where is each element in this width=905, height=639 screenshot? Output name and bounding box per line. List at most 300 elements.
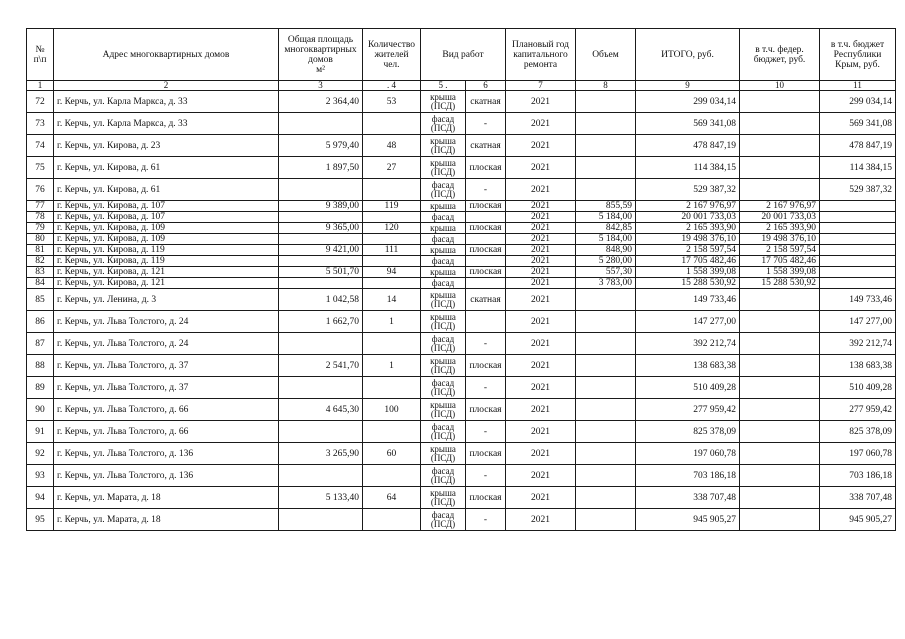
table-row (27, 179, 896, 201)
crimea-budget-cell (820, 245, 896, 256)
address-cell: г. Керчь, ул. Кирова, д. 61 (54, 179, 279, 201)
address-cell: г. Керчь, ул. Льва Толстого, д. 24 (54, 333, 279, 355)
crimea-budget-cell (820, 223, 896, 234)
roof-type-cell: - (466, 377, 506, 399)
volume-cell: 842,85 (576, 223, 636, 234)
area-cell (279, 113, 363, 135)
plan-year-cell: 2021 (506, 245, 576, 256)
volume-cell (576, 355, 636, 377)
plan-year-cell: 2021 (506, 355, 576, 377)
column-number: 11 (820, 81, 896, 91)
crimea-budget-cell: 277 959,42 (820, 399, 896, 421)
row-number: 76 (27, 179, 54, 201)
federal-budget-cell (740, 157, 820, 179)
plan-year-cell: 2021 (506, 278, 576, 289)
area-cell: 9 389,00 (279, 201, 363, 212)
volume-cell: 5 184,00 (576, 234, 636, 245)
crimea-budget-cell: 478 847,19 (820, 135, 896, 157)
header-plan-year: Плановый год капитального ремонта (506, 29, 576, 81)
total-cell: 147 277,00 (636, 311, 740, 333)
row-number: 84 (27, 278, 54, 289)
residents-cell (363, 179, 421, 201)
plan-year-cell: 2021 (506, 256, 576, 267)
header-address: Адрес многоквартирных домов (54, 29, 279, 81)
federal-budget-cell (740, 487, 820, 509)
total-cell: 2 158 597,54 (636, 245, 740, 256)
residents-cell (363, 509, 421, 531)
plan-year-cell: 2021 (506, 509, 576, 531)
total-cell: 825 378,09 (636, 421, 740, 443)
work-type-cell: фасад (ПСД) (421, 509, 466, 531)
residents-cell (363, 278, 421, 289)
total-cell: 197 060,78 (636, 443, 740, 465)
row-number: 85 (27, 289, 54, 311)
address-cell: г. Керчь, ул. Карла Маркса, д. 33 (54, 91, 279, 113)
header-volume: Объем (576, 29, 636, 81)
plan-year-cell: 2021 (506, 157, 576, 179)
roof-type-cell (466, 311, 506, 333)
federal-budget-cell: 2 158 597,54 (740, 245, 820, 256)
work-type-cell: фасад (421, 256, 466, 267)
residents-cell (363, 256, 421, 267)
work-type-cell: крыша (ПСД) (421, 311, 466, 333)
plan-year-cell: 2021 (506, 377, 576, 399)
volume-cell: 3 783,00 (576, 278, 636, 289)
work-type-cell: крыша (421, 201, 466, 212)
total-cell: 2 167 976,97 (636, 201, 740, 212)
row-number: 73 (27, 113, 54, 135)
plan-year-cell: 2021 (506, 399, 576, 421)
row-number: 86 (27, 311, 54, 333)
table-row (27, 333, 896, 355)
total-cell: 15 288 530,92 (636, 278, 740, 289)
area-cell: 9 365,00 (279, 223, 363, 234)
total-cell: 703 186,18 (636, 465, 740, 487)
table-row (27, 256, 896, 267)
work-type-cell: крыша (ПСД) (421, 443, 466, 465)
table-row (27, 278, 896, 289)
plan-year-cell: 2021 (506, 91, 576, 113)
address-cell: г. Керчь, ул. Марата, д. 18 (54, 509, 279, 531)
work-type-cell: фасад (ПСД) (421, 179, 466, 201)
roof-type-cell: плоская (466, 245, 506, 256)
roof-type-cell: плоская (466, 201, 506, 212)
address-cell: г. Керчь, ул. Льва Толстого, д. 24 (54, 311, 279, 333)
crimea-budget-cell: 338 707,48 (820, 487, 896, 509)
table-row (27, 113, 896, 135)
federal-budget-cell (740, 135, 820, 157)
residents-cell: 53 (363, 91, 421, 113)
column-number: 9 (636, 81, 740, 91)
table-row (27, 234, 896, 245)
plan-year-cell: 2021 (506, 311, 576, 333)
header-residents-label: Количество жителей (367, 39, 416, 60)
volume-cell: 557,30 (576, 267, 636, 278)
column-number-row (27, 81, 896, 91)
area-cell (279, 256, 363, 267)
crimea-budget-cell: 529 387,32 (820, 179, 896, 201)
residents-cell: 1 (363, 355, 421, 377)
roof-type-cell: плоская (466, 267, 506, 278)
area-cell (279, 333, 363, 355)
total-cell: 20 001 733,03 (636, 212, 740, 223)
column-number: 2 (54, 81, 279, 91)
row-number: 82 (27, 256, 54, 267)
total-cell: 569 341,08 (636, 113, 740, 135)
volume-cell (576, 289, 636, 311)
total-cell: 277 959,42 (636, 399, 740, 421)
total-cell: 114 384,15 (636, 157, 740, 179)
row-number: 94 (27, 487, 54, 509)
volume-cell: 5 184,00 (576, 212, 636, 223)
area-cell (279, 465, 363, 487)
table-row (27, 355, 896, 377)
federal-budget-cell: 19 498 376,10 (740, 234, 820, 245)
total-cell: 510 409,28 (636, 377, 740, 399)
work-type-cell: фасад (ПСД) (421, 113, 466, 135)
total-cell: 529 387,32 (636, 179, 740, 201)
table-row (27, 245, 896, 256)
work-type-cell: крыша (421, 245, 466, 256)
crimea-budget-cell: 138 683,38 (820, 355, 896, 377)
table-row (27, 201, 896, 212)
address-cell: г. Керчь, ул. Карла Маркса, д. 33 (54, 113, 279, 135)
address-cell: г. Керчь, ул. Кирова, д. 109 (54, 234, 279, 245)
plan-year-cell: 2021 (506, 465, 576, 487)
residents-cell (363, 421, 421, 443)
residents-cell: 48 (363, 135, 421, 157)
row-number: 92 (27, 443, 54, 465)
column-number: 7 (506, 81, 576, 91)
roof-type-cell: - (466, 179, 506, 201)
roof-type-cell: - (466, 509, 506, 531)
work-type-cell: фасад (ПСД) (421, 421, 466, 443)
roof-type-cell: плоская (466, 443, 506, 465)
federal-budget-cell (740, 399, 820, 421)
table-row (27, 135, 896, 157)
volume-cell (576, 91, 636, 113)
row-number: 81 (27, 245, 54, 256)
plan-year-cell: 2021 (506, 421, 576, 443)
work-type-cell: крыша (ПСД) (421, 355, 466, 377)
area-cell (279, 421, 363, 443)
total-cell: 478 847,19 (636, 135, 740, 157)
row-number: 75 (27, 157, 54, 179)
work-type-cell: крыша (ПСД) (421, 399, 466, 421)
crimea-budget-cell (820, 278, 896, 289)
area-cell: 5 501,70 (279, 267, 363, 278)
federal-budget-cell: 15 288 530,92 (740, 278, 820, 289)
volume-cell: 5 280,00 (576, 256, 636, 267)
volume-cell: 855,59 (576, 201, 636, 212)
work-type-cell: фасад (ПСД) (421, 465, 466, 487)
address-cell: г. Керчь, ул. Кирова, д. 119 (54, 256, 279, 267)
crimea-budget-cell: 945 905,27 (820, 509, 896, 531)
area-cell (279, 377, 363, 399)
roof-type-cell (466, 256, 506, 267)
crimea-budget-cell: 825 378,09 (820, 421, 896, 443)
table-row (27, 421, 896, 443)
federal-budget-cell (740, 91, 820, 113)
plan-year-cell: 2021 (506, 135, 576, 157)
federal-budget-cell (740, 355, 820, 377)
residents-cell: 120 (363, 223, 421, 234)
total-cell: 338 707,48 (636, 487, 740, 509)
row-number: 91 (27, 421, 54, 443)
row-number: 78 (27, 212, 54, 223)
work-type-cell: крыша (421, 223, 466, 234)
column-number: 8 (576, 81, 636, 91)
address-cell: г. Керчь, ул. Кирова, д. 109 (54, 223, 279, 234)
area-cell: 1 897,50 (279, 157, 363, 179)
roof-type-cell: плоская (466, 355, 506, 377)
table-row (27, 157, 896, 179)
table-row (27, 377, 896, 399)
total-cell: 2 165 393,90 (636, 223, 740, 234)
plan-year-cell: 2021 (506, 234, 576, 245)
federal-budget-cell (740, 421, 820, 443)
roof-type-cell: плоская (466, 157, 506, 179)
plan-year-cell: 2021 (506, 443, 576, 465)
federal-budget-cell: 17 705 482,46 (740, 256, 820, 267)
total-cell: 299 034,14 (636, 91, 740, 113)
row-number: 77 (27, 201, 54, 212)
row-number: 89 (27, 377, 54, 399)
federal-budget-cell (740, 465, 820, 487)
residents-cell: 60 (363, 443, 421, 465)
total-cell: 392 212,74 (636, 333, 740, 355)
area-cell: 2 364,40 (279, 91, 363, 113)
table-row (27, 443, 896, 465)
roof-type-cell (466, 212, 506, 223)
area-cell: 5 979,40 (279, 135, 363, 157)
volume-cell (576, 509, 636, 531)
total-cell: 149 733,46 (636, 289, 740, 311)
residents-cell: 14 (363, 289, 421, 311)
work-type-cell: фасад (ПСД) (421, 377, 466, 399)
crimea-budget-cell: 114 384,15 (820, 157, 896, 179)
plan-year-cell: 2021 (506, 201, 576, 212)
header-area (279, 29, 363, 81)
area-cell: 4 645,30 (279, 399, 363, 421)
row-number: 88 (27, 355, 54, 377)
address-cell: г. Керчь, ул. Кирова, д. 107 (54, 201, 279, 212)
total-cell: 1 558 399,08 (636, 267, 740, 278)
table-row (27, 487, 896, 509)
address-cell: г. Керчь, ул. Льва Толстого, д. 136 (54, 465, 279, 487)
work-type-cell: фасад (ПСД) (421, 333, 466, 355)
federal-budget-cell (740, 333, 820, 355)
volume-cell (576, 179, 636, 201)
crimea-budget-cell: 569 341,08 (820, 113, 896, 135)
row-number: 74 (27, 135, 54, 157)
column-number: 3 (279, 81, 363, 91)
total-cell: 945 905,27 (636, 509, 740, 531)
address-cell: г. Керчь, ул. Льва Толстого, д. 66 (54, 399, 279, 421)
roof-type-cell: скатная (466, 135, 506, 157)
column-number: 6 (466, 81, 506, 91)
area-cell (279, 509, 363, 531)
work-type-cell: фасад (421, 234, 466, 245)
federal-budget-cell (740, 179, 820, 201)
area-cell: 3 265,90 (279, 443, 363, 465)
address-cell: г. Керчь, ул. Льва Толстого, д. 37 (54, 377, 279, 399)
column-number: . 4 (363, 81, 421, 91)
volume-cell (576, 113, 636, 135)
address-cell: г. Керчь, ул. Льва Толстого, д. 66 (54, 421, 279, 443)
header-federal: в т.ч. федер. бюджет, руб. (740, 29, 820, 81)
row-number: 72 (27, 91, 54, 113)
federal-budget-cell: 20 001 733,03 (740, 212, 820, 223)
crimea-budget-cell (820, 234, 896, 245)
work-type-cell: крыша (ПСД) (421, 289, 466, 311)
work-type-cell: фасад (421, 278, 466, 289)
row-number: 87 (27, 333, 54, 355)
roof-type-cell (466, 278, 506, 289)
roof-type-cell: - (466, 465, 506, 487)
volume-cell (576, 443, 636, 465)
roof-type-cell: плоская (466, 223, 506, 234)
table-row (27, 311, 896, 333)
federal-budget-cell (740, 113, 820, 135)
address-cell: г. Керчь, ул. Кирова, д. 121 (54, 278, 279, 289)
crimea-budget-cell: 392 212,74 (820, 333, 896, 355)
row-number: 79 (27, 223, 54, 234)
table-row (27, 212, 896, 223)
volume-cell (576, 333, 636, 355)
plan-year-cell: 2021 (506, 212, 576, 223)
work-type-cell: крыша (421, 267, 466, 278)
residents-cell (363, 333, 421, 355)
residents-cell: 119 (363, 201, 421, 212)
roof-type-cell: - (466, 333, 506, 355)
table-row (27, 223, 896, 234)
table-body (27, 91, 896, 531)
table-row (27, 267, 896, 278)
table-row (27, 91, 896, 113)
address-cell: г. Керчь, ул. Кирова, д. 61 (54, 157, 279, 179)
roof-type-cell: - (466, 421, 506, 443)
roof-type-cell: скатная (466, 91, 506, 113)
row-number: 95 (27, 509, 54, 531)
residents-cell: 100 (363, 399, 421, 421)
table-row (27, 289, 896, 311)
volume-cell (576, 465, 636, 487)
total-cell: 138 683,38 (636, 355, 740, 377)
plan-year-cell: 2021 (506, 179, 576, 201)
volume-cell (576, 377, 636, 399)
plan-year-cell: 2021 (506, 223, 576, 234)
area-cell: 9 421,00 (279, 245, 363, 256)
federal-budget-cell: 2 165 393,90 (740, 223, 820, 234)
header-residents-unit: чел. (383, 59, 400, 70)
crimea-budget-cell: 149 733,46 (820, 289, 896, 311)
volume-cell: 848,90 (576, 245, 636, 256)
header-area-unit: м² (316, 64, 325, 75)
roof-type-cell: плоская (466, 399, 506, 421)
header-crimea: в т.ч. бюджет Республики Крым, руб. (820, 29, 896, 81)
row-number: 80 (27, 234, 54, 245)
crimea-budget-cell: 147 277,00 (820, 311, 896, 333)
document-page (26, 28, 895, 531)
plan-year-cell: 2021 (506, 289, 576, 311)
plan-year-cell: 2021 (506, 487, 576, 509)
federal-budget-cell (740, 311, 820, 333)
plan-year-cell: 2021 (506, 267, 576, 278)
row-number: 83 (27, 267, 54, 278)
row-number: 93 (27, 465, 54, 487)
residents-cell (363, 377, 421, 399)
roof-type-cell: плоская (466, 487, 506, 509)
address-cell: г. Керчь, ул. Кирова, д. 121 (54, 267, 279, 278)
header-number: № п\п (27, 29, 54, 81)
table-header (27, 29, 896, 91)
table-row (27, 509, 896, 531)
roof-type-cell: - (466, 113, 506, 135)
area-cell (279, 179, 363, 201)
address-cell: г. Керчь, ул. Льва Толстого, д. 37 (54, 355, 279, 377)
header-row (27, 29, 896, 81)
area-cell (279, 212, 363, 223)
address-cell: г. Керчь, ул. Кирова, д. 23 (54, 135, 279, 157)
crimea-budget-cell: 510 409,28 (820, 377, 896, 399)
column-number: 1 (27, 81, 54, 91)
volume-cell (576, 157, 636, 179)
federal-budget-cell (740, 509, 820, 531)
area-cell: 1 662,70 (279, 311, 363, 333)
address-cell: г. Керчь, ул. Кирова, д. 119 (54, 245, 279, 256)
header-work-type: Вид работ (421, 29, 506, 81)
work-type-cell: крыша (ПСД) (421, 157, 466, 179)
residents-cell (363, 113, 421, 135)
residents-cell (363, 212, 421, 223)
plan-year-cell: 2021 (506, 333, 576, 355)
residents-cell: 64 (363, 487, 421, 509)
crimea-budget-cell: 703 186,18 (820, 465, 896, 487)
crimea-budget-cell (820, 201, 896, 212)
repair-table (26, 28, 896, 531)
crimea-budget-cell (820, 267, 896, 278)
area-cell: 5 133,40 (279, 487, 363, 509)
area-cell: 2 541,70 (279, 355, 363, 377)
crimea-budget-cell (820, 212, 896, 223)
area-cell: 1 042,58 (279, 289, 363, 311)
work-type-cell: крыша (ПСД) (421, 91, 466, 113)
total-cell: 17 705 482,46 (636, 256, 740, 267)
residents-cell: 94 (363, 267, 421, 278)
crimea-budget-cell: 299 034,14 (820, 91, 896, 113)
address-cell: г. Керчь, ул. Кирова, д. 107 (54, 212, 279, 223)
area-cell (279, 234, 363, 245)
area-cell (279, 278, 363, 289)
volume-cell (576, 311, 636, 333)
column-number: 5 . (421, 81, 466, 91)
roof-type-cell: скатная (466, 289, 506, 311)
residents-cell: 1 (363, 311, 421, 333)
volume-cell (576, 399, 636, 421)
table-row (27, 399, 896, 421)
volume-cell (576, 421, 636, 443)
work-type-cell: крыша (ПСД) (421, 487, 466, 509)
residents-cell: 111 (363, 245, 421, 256)
work-type-cell: фасад (421, 212, 466, 223)
federal-budget-cell: 2 167 976,97 (740, 201, 820, 212)
address-cell: г. Керчь, ул. Льва Толстого, д. 136 (54, 443, 279, 465)
header-residents (363, 29, 421, 81)
table-row (27, 465, 896, 487)
crimea-budget-cell: 197 060,78 (820, 443, 896, 465)
crimea-budget-cell (820, 256, 896, 267)
